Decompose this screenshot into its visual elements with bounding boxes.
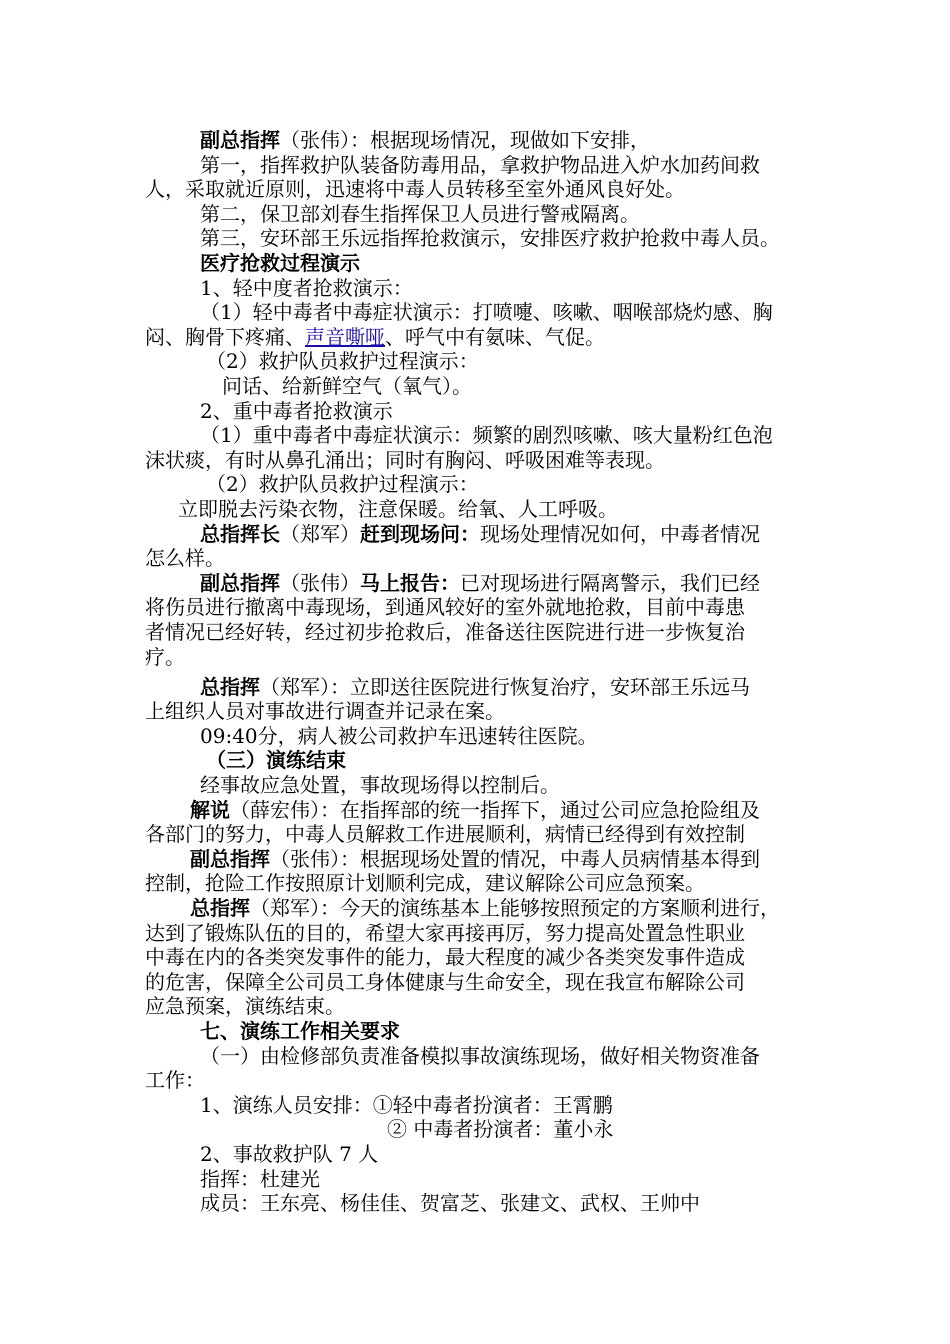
bold-text: 赶到现场问： <box>360 522 480 546</box>
text: （张伟）：根据现场处置的情况，中毒人员病情基本得到 <box>270 847 760 871</box>
text: 经事故应急处置，事故现场得以控制后。 <box>200 773 560 797</box>
section-heading: （三）演练结束 <box>206 748 346 772</box>
text: ② 中毒者扮演者：董小永 <box>387 1117 614 1141</box>
text: 现场处理情况如何，中毒者情况 <box>480 522 760 546</box>
text: 1、轻中度者抢救演示： <box>200 276 413 300</box>
text: 各部门的努力，中毒人员解救工作进展顺利，病情已经得到有效控制 <box>145 822 745 846</box>
text: 工作： <box>145 1068 205 1092</box>
text: （张伟） <box>280 571 360 595</box>
text: 问话、给新鲜空气（氧气）。 <box>222 374 472 398</box>
text: （一）由检修部负责准备模拟事故演练现场，做好相关物资准备 <box>200 1044 760 1068</box>
text: （郑军） <box>280 522 360 546</box>
speaker-label: 总指挥长 <box>200 522 280 546</box>
text: （1）重中毒者中毒症状演示：频繁的剧烈咳嗽、咳大量粉红色泡 <box>200 423 773 447</box>
text: （郑军）：今天的演练基本上能够按照预定的方案顺利进行， <box>250 896 780 920</box>
bold-text: 马上报告： <box>360 571 460 595</box>
text: （2）救护队员救护过程演示： <box>206 349 479 373</box>
text: 09:40分，病人被公司救护车迅速转往医院。 <box>200 724 598 748</box>
text: 上组织人员对事故进行调查并记录在案。 <box>145 699 505 723</box>
text: 的危害，保障全公司员工身体健康与生命安全，现在我宣布解除公司 <box>145 970 745 994</box>
text: 指挥：杜建光 <box>200 1167 320 1191</box>
text: 、呼气中有氨味、气促。 <box>385 325 605 349</box>
text: （薛宏伟）：在指挥部的统一指挥下，通过公司应急抢险组及 <box>230 798 760 822</box>
speaker-label: 总指挥 <box>190 896 250 920</box>
hyperlink-hoarse-voice[interactable]: 声音嘶哑 <box>305 325 385 349</box>
text: 已对现场进行隔离警示，我们已经 <box>460 571 760 595</box>
text: 2、重中毒者抢救演示 <box>200 399 393 423</box>
speaker-label: 副总指挥 <box>200 128 280 152</box>
text: （1）轻中毒者中毒症状演示：打喷嚏、咳嗽、咽喉部烧灼感、胸 <box>200 300 773 324</box>
text: 2、事故救护队 7 人 <box>200 1142 379 1166</box>
section-heading: 七、演练工作相关要求 <box>200 1019 400 1043</box>
text: 闷、胸骨下疼痛、 <box>145 325 305 349</box>
speaker-label: 副总指挥 <box>200 571 280 595</box>
speaker-label: 解说 <box>190 798 230 822</box>
text: 第二，保卫部刘春生指挥保卫人员进行警戒隔离。 <box>200 202 640 226</box>
text: 应急预案，演练结束。 <box>145 994 345 1018</box>
text: 沫状痰，有时从鼻孔涌出；同时有胸闷、呼吸困难等表现。 <box>145 448 665 472</box>
text: 第三，安环部王乐远指挥抢救演示，安排医疗救护抢救中毒人员。 <box>200 226 780 250</box>
text: 控制，抢险工作按照原计划顺利完成，建议解除公司应急预案。 <box>145 871 705 895</box>
speaker-label: 总指挥 <box>200 675 260 699</box>
text: 怎么样。 <box>145 546 225 570</box>
text: 1、演练人员安排：①轻中毒者扮演者：王霄鹏 <box>200 1093 613 1117</box>
section-heading: 医疗抢救过程演示 <box>200 251 360 275</box>
text: 第一，指挥救护队装备防毒用品，拿救护物品进入炉水加药间救 <box>200 153 760 177</box>
text: 将伤员进行撤离中毒现场，到通风较好的室外就地抢救，目前中毒患 <box>145 595 745 619</box>
text: 成员：王东亮、杨佳佳、贺富芝、张建文、武权、王帅中 <box>200 1191 700 1215</box>
text: （郑军）：立即送往医院进行恢复治疗，安环部王乐远马 <box>260 675 750 699</box>
text: 达到了锻炼队伍的目的，希望大家再接再厉，努力提高处置急性职业 <box>145 921 745 945</box>
text: 中毒在内的各类突发事件的能力，最大程度的减少各类突发事件造成 <box>145 945 745 969</box>
text: 疗。 <box>145 645 185 669</box>
text: （2）救护队员救护过程演示： <box>206 472 479 496</box>
text: （张伟）：根据现场情况，现做如下安排， <box>280 128 650 152</box>
speaker-label: 副总指挥 <box>190 847 270 871</box>
text: 立即脱去污染衣物，注意保暖。给氧、人工呼吸。 <box>178 497 618 521</box>
text: 人，采取就近原则，迅速将中毒人员转移至室外通风良好处。 <box>145 177 685 201</box>
text: 者情况已经好转，经过初步抢救后，准备送往医院进行进一步恢复治 <box>145 620 745 644</box>
